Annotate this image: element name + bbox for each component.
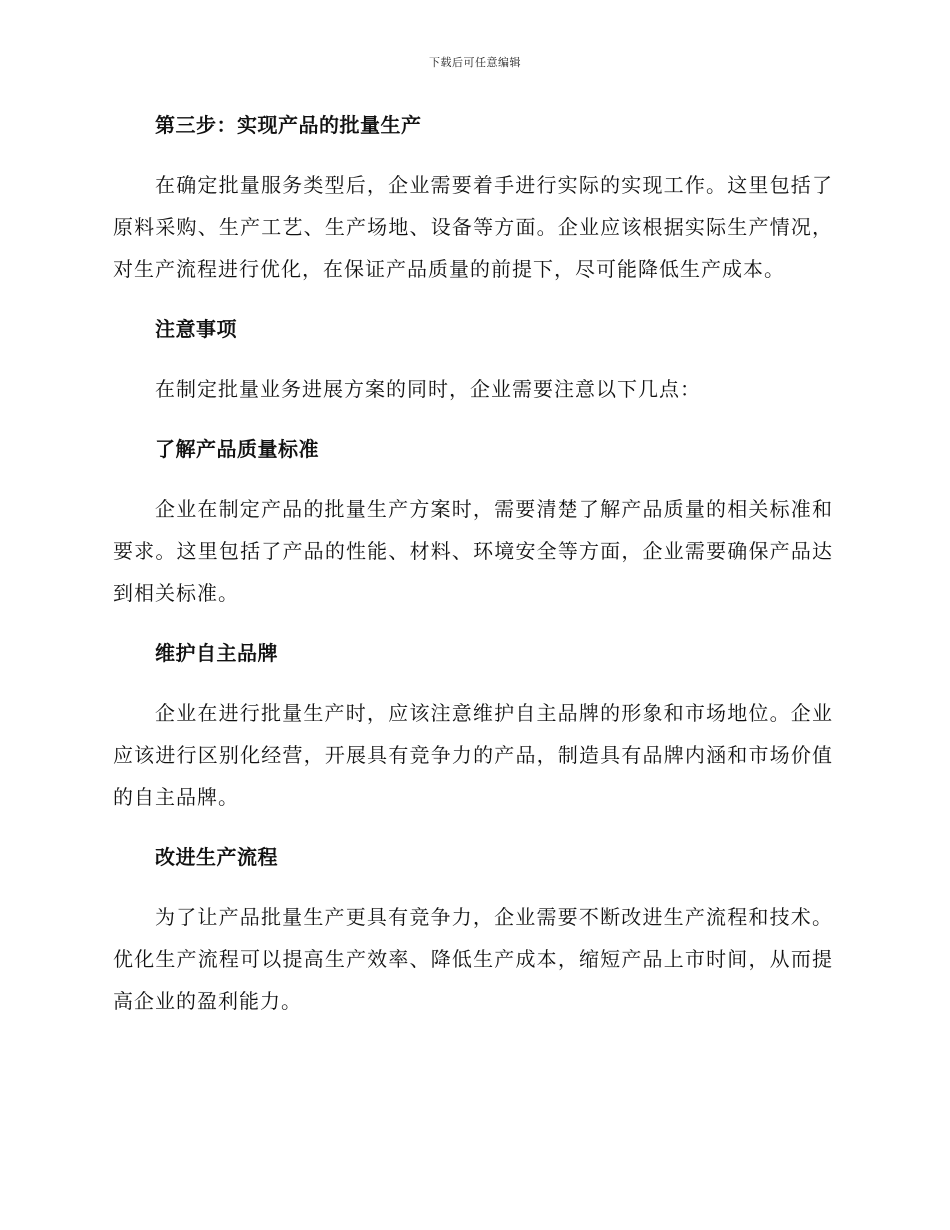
section-heading-improve-process: 改进生产流程 [155,845,278,869]
section-heading-quality-standards: 了解产品质量标准 [155,437,319,461]
section-heading-own-brand: 维护自主品牌 [155,641,278,665]
page-header: 下载后可任意编辑 [429,56,521,69]
section-paragraph-quality-standards: 企业在制定产品的批量生产方案时，需要清楚了解产品质量的相关标准和要求。这里包括了产品的性能、材料、环境安全等方面，企业需要确保产品达到相关标准。 [113,497,833,605]
section-paragraph-improve-process: 为了让产品批量生产更具有竞争力，企业需要不断改进生产流程和技术。优化生产流程可以提高生产效率、降低生产成本，缩短产品上市时间，从而提高企业的盈利能力。 [113,905,833,1013]
section-heading-step3: 第三步：实现产品的批量生产 [155,113,422,137]
section-paragraph-step3: 在确定批量服务类型后，企业需要着手进行实际的实现工作。这里包括了原料采购、生产工艺、生产场地、设备等方面。企业应该根据实际生产情况，对生产流程进行优化，在保证产品质量的前提下，尽可能降低生产成本。 [113,173,833,281]
section-paragraph-own-brand: 企业在进行批量生产时，应该注意维护自主品牌的形象和市场地位。企业应该进行区别化经营，开展具有竞争力的产品，制造具有品牌内涵和市场价值的自主品牌。 [113,701,833,809]
document-body [113,110,833,1022]
section-heading-notes: 注意事项 [155,317,237,341]
section-paragraph-notes: 在制定批量业务进展方案的同时，企业需要注意以下几点： [155,377,701,401]
